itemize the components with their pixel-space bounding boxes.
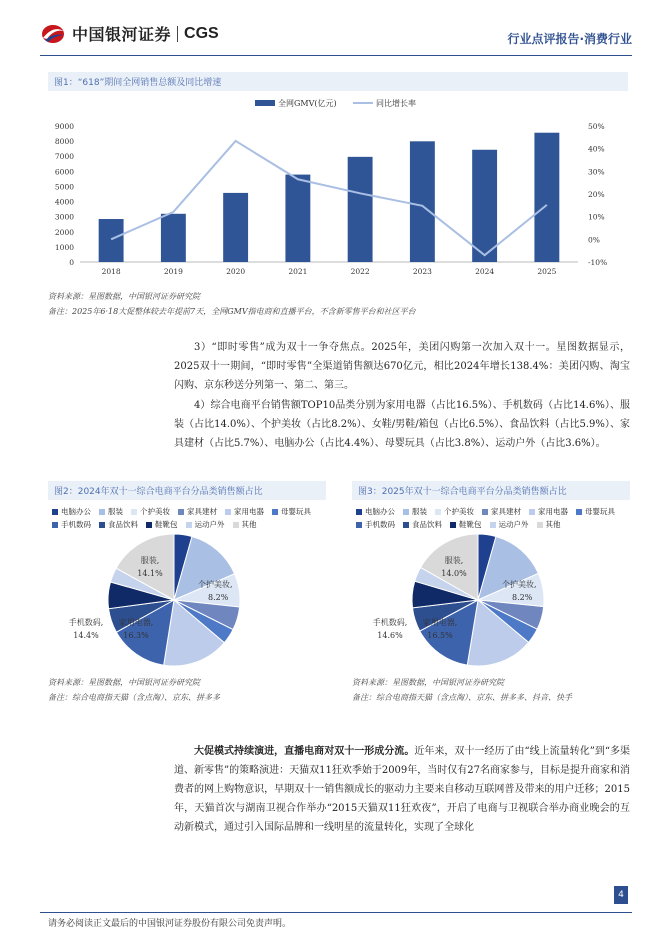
legend-swatch [356,522,362,528]
gmv-bar [348,157,373,262]
x-tick-label: 2022 [350,267,370,276]
pie-data-value: 14.4% [73,631,99,640]
gmv-bar [472,150,497,262]
legend-label: 手机数码 [365,520,395,529]
legend-swatch [450,522,456,528]
legend-item [529,506,568,517]
galaxy-logo-icon [40,23,66,45]
legend-item [52,506,91,517]
legend-label: 电脑办公 [365,507,395,516]
header-divider [40,55,632,56]
legend-swatch [403,522,409,528]
fig1-source: 资料来源：星图数据，中国银河证券研究院 [48,292,200,301]
y-right-tick-label: 0% [588,235,600,245]
y-left-tick-label: 0 [69,258,74,267]
fig2-source: 资料来源：星图数据，中国银河证券研究院 [48,678,200,687]
gmv-bar [534,133,559,262]
pie-data-value: 14.6% [377,631,403,640]
y-left-tick-label: 1000 [54,242,74,252]
legend-swatch [529,509,535,515]
pie-data-label: 家用电器, [422,618,458,627]
y-left-tick-label: 3000 [54,212,74,222]
legend-swatch [186,522,192,528]
pie-data-label: 服装, [140,556,160,565]
footer-disclaimer: 请务必阅读正文最后的中国银河证券股份有限公司免责声明。 [48,919,292,929]
paragraph-evolution [174,742,630,837]
pie-data-label: 手机数码, [68,618,104,627]
fig3-source: 资料来源：星图数据，中国银河证券研究院 [352,678,504,687]
legend-label: 电脑办公 [61,507,91,516]
legend-label: 食品饮料 [412,520,442,529]
legend-swatch [131,509,137,515]
legend-swatch [356,509,362,515]
legend-swatch [482,509,488,515]
fig1-chart [48,94,628,282]
x-tick-label: 2018 [101,267,121,276]
logo-divider [177,26,178,42]
pie-data-value: 14.0% [441,569,467,578]
legend-label: 运动户外 [194,520,225,529]
page-number: 4 [614,886,628,904]
y-right-tick-label: 40% [588,144,605,154]
legend-label-gmv: 全网GMV(亿元) [278,99,337,108]
x-tick-label: 2023 [412,267,432,276]
pie-data-value: 16.3% [123,631,149,640]
pie-data-label: 个护美妆, [198,580,233,589]
y-left-tick-label: 4000 [54,197,74,207]
x-tick-label: 2024 [475,267,495,276]
legend-label: 手机数码 [61,520,91,529]
legend-swatch [146,522,152,528]
legend-item [435,506,474,517]
legend-label: 鞋靴包 [459,520,482,529]
legend-item [356,506,395,517]
legend-swatch [272,509,278,515]
legend-swatch [233,522,239,528]
pie-data-value: 8.2% [512,593,533,602]
fig1-legend [255,98,416,108]
header-logo [40,22,219,45]
y-left-tick-label: 2000 [54,227,74,237]
legend-label: 服装 [108,507,123,516]
legend-label: 个护美妆 [444,507,474,516]
x-tick-label: 2019 [163,267,183,276]
legend-item [178,506,217,517]
legend-label: 家具建材 [187,507,217,516]
y-left-tick-label: 5000 [54,182,74,192]
legend-swatch [178,509,184,515]
legend-swatch [537,522,543,528]
legend-label: 食品饮料 [108,520,138,529]
fig3-pie-chart [352,528,630,674]
paragraph-5-lead: 大促模式持续演进，直播电商对双十一形成分流。 [194,746,415,757]
y-left-tick-label: 9000 [54,122,74,131]
y-right-tick-label: 30% [588,167,605,177]
y-right-tick-label: 10% [588,212,605,222]
legend-swatch-gmv [255,100,275,106]
legend-label: 母婴玩具 [585,507,615,516]
paragraph-top10 [174,396,630,453]
fig1-title: 图1：“618”期间全网销售总额及同比增速 [48,72,628,91]
legend-label: 鞋靴包 [155,520,178,529]
paragraph-instant-retail [174,338,630,395]
pie-data-label: 手机数码, [372,618,408,627]
legend-label: 其他 [545,520,561,529]
y-right-tick-label: 50% [588,122,605,131]
fig3-note: 备注：综合电商指天猫（含点淘）、京东、拼多多、抖音、快手 [352,693,572,702]
legend-item [225,506,264,517]
paragraph-5 [174,742,630,837]
fig3-title: 图3：2025年双十一综合电商平台分品类销售额占比 [352,481,630,500]
legend-label: 母婴玩具 [281,507,311,516]
legend-item [482,506,521,517]
legend-item [99,506,123,517]
gmv-bar [99,219,124,262]
legend-label: 服装 [412,507,427,516]
legend-swatch [225,509,231,515]
legend-label-growth: 同比增长率 [376,99,416,108]
pie-data-label: 个护美妆, [502,580,537,589]
x-tick-label: 2020 [226,267,246,276]
legend-label: 家用电器 [538,507,568,516]
legend-label: 运动户外 [498,520,529,529]
legend-item [131,506,170,517]
fig2-legend-row1 [52,506,319,517]
gmv-bar [285,175,310,262]
pie-data-label: 服装, [444,556,464,565]
legend-swatch [576,509,582,515]
pie-data-value: 16.5% [427,631,453,640]
legend-item [272,506,311,517]
logo-abbr: CGS [184,24,219,42]
legend-swatch [52,509,58,515]
legend-swatch [435,509,441,515]
legend-swatch [99,522,105,528]
fig3-legend-row1 [356,506,623,517]
y-left-tick-label: 8000 [54,137,74,147]
fig2-title: 图2：2024年双十一综合电商平台分品类销售额占比 [48,481,326,500]
report-type: 行业点评报告·消费行业 [507,32,632,46]
legend-swatch [99,509,105,515]
x-tick-label: 2021 [288,267,308,276]
logo-name: 中国银河证券 [72,25,172,44]
pie-data-value: 8.2% [208,593,229,602]
legend-item [403,506,427,517]
legend-swatch [52,522,58,528]
gmv-bar [161,214,186,262]
pie-data-label: 家用电器, [118,618,154,627]
y-left-tick-label: 6000 [54,167,74,177]
fig2-note: 备注：综合电商指天猫（含点淘）、京东、拼多多 [48,693,220,702]
footer-divider [40,912,632,913]
fig1-note: 备注：2025年6·18大促整体较去年提前7天，全网GMV指电商和直播平台，不含新零售平台和社区平台 [48,307,416,316]
legend-swatch [490,522,496,528]
x-tick-label: 2025 [537,267,557,276]
fig2-pie-chart [48,528,326,674]
paragraph-3: 3）“即时零售”成为双十一争夺焦点。2025年，美团闪购第一次加入双十一。星图数据显示，2025双十一期间，“即时零售”全渠道销售额达670亿元，相比2024年增长138.4%：美团闪购、淘宝闪购、京东秒送分列第一、第二、第三。 [174,342,630,391]
gmv-bar [223,193,248,262]
legend-label: 家用电器 [234,507,264,516]
legend-label: 其他 [241,520,257,529]
legend-label: 个护美妆 [140,507,170,516]
legend-swatch [403,509,409,515]
gmv-bar [410,141,435,262]
paragraph-4: 4）综合电商平台销售额TOP10品类分别为家用电器（占比16.5%）、手机数码（占比14.6%）、服装（占比14.0%）、个护美妆（占比8.2%）、女鞋/男鞋/箱包（占比6.5%）、食品饮料（占比5.9%）、家具建材（占比5.7%）、电脑办公（占比4.4%）、母婴玩具（占比3.8%）、运动户外（占比3.6%）。 [174,400,630,449]
y-right-tick-label: -10% [588,258,608,267]
legend-item [576,506,615,517]
legend-label: 家具建材 [491,507,521,516]
pie-data-value: 14.1% [137,569,163,578]
paragraph-5-body: 近年来，双十一经历了由“线上流量转化”到“多渠道、新零售”的策略演进：天猫双11狂欢季始于2009年，当时仅有27名商家参与，目标是提升商家和消费者的网上购物意识，早期双十一销售额成长的驱动力主要来自移动互联网普及带来的用户迁移；2015年，天猫首次与湖南卫视合作举办“2015天猫双11狂欢夜”，开启了电商与卫视联合举办商业晚会的互动新模式，通过引入国际品牌和一线明星的流量转化，实现了全球化 [174,746,631,833]
y-right-tick-label: 20% [588,190,605,199]
y-left-tick-label: 7000 [54,152,74,162]
